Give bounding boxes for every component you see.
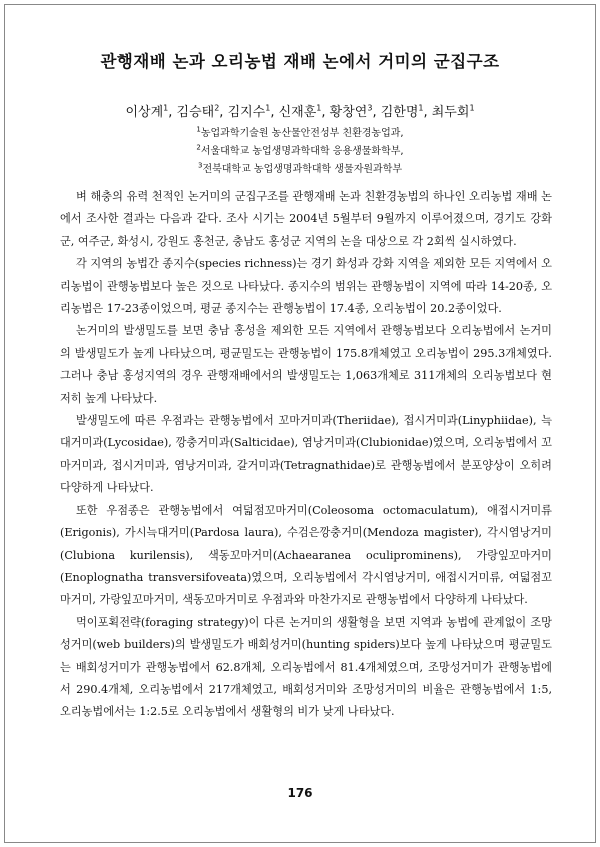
author: 김승태$^2$,	[176, 103, 228, 120]
affiliation: $^3$전북대학교 농업생명과학대학 생물자원과학부	[197, 161, 403, 175]
page-number: 176	[287, 786, 313, 800]
paragraph: 발생밀도에 따른 우점과는 관행농법에서 꼬마거미과(Theriidae), 접시거미과(Linyphiidae), 늑대거미과(Lycosidae), 깡충거미과(Salticidae), 염낭거미과(Clubionidae)였으며, 오리농법에서 꼬마거미과, 접시거미과, 염낭거미과, 갈거미과(Tetragnathidae)로 관행농법에서 분포양상이 오히려 다양하게 나타났다.	[60, 414, 552, 495]
paragraph: 논거미의 발생밀도를 보면 충남 홍성을 제외한 모든 지역에서 관행농법보다 오리농법에서 논거미의 발생밀도가 높게 나타났으며, 평균밀도는 관행농법이 175.8개체였고 오리농법이 295.3개체였다. 그러나 충남 홍성지역의 경우 관행재배에서의 발생밀도는 1,063개체로 311개체의 오리농법보다 현저히 높게 나타났다.	[60, 324, 552, 405]
author-list	[0, 101, 600, 120]
author: 최두회$^1$	[431, 103, 475, 120]
paragraph: 벼 해충의 유력 천적인 논거미의 군집구조를 관행재배 논과 친환경농법의 하나인 오리농법 재배 논에서 조사한 결과는 다음과 같다. 조사 시기는 2004년 5월부터 9월까지 이루어졌으며, 경기도 강화군, 여주군, 화성시, 강원도 홍천군, 충남도 홍성군 지역의 논을 대상으로 각 2회씩 실시하였다.	[60, 190, 552, 248]
affiliation: $^1$농업과학기술원 농산물안전성부 친환경농업과,	[196, 125, 404, 139]
author: 김지수$^1$,	[227, 103, 279, 120]
author: 황창연$^3$,	[329, 103, 381, 120]
paper-title: 관행재배 논과 오리농법 재배 논에서 거미의 군집구조	[100, 52, 500, 71]
paragraph: 또한 우점종은 관행농법에서 여덟점꼬마거미(Coleosoma octomaculatum), 애접시거미류(Erigonis), 가시늑대거미(Pardosa laura), 수검은깡충거미(Mendoza magister), 각시염낭거미(Clubiona kurilensis), 색동꼬마거미(Achaearanea oculiprominens), 가랑잎꼬마거미(Enoplognatha transversifoveata)였으며, 오리농법에서 각시염낭거미, 애접시거미류, 여덟점꼬마거미, 가랑잎꼬마거미, 색동꼬마거미로 우점과와 마찬가지로 관행농법에서 다양하게 나타났다.	[60, 503, 552, 607]
author: 김한명$^1$,	[380, 103, 432, 120]
paragraph: 각 지역의 농법간 종지수(species richness)는 경기 화성과 강화 지역을 제외한 모든 지역에서 오리농법이 관행농법보다 높은 것으로 나타났다. 종지수의 범위는 관행농법이 지역에 따라 14-20종, 오리농법은 17-23종이었으며, 평균 종지수는 관행농법이 17.4종, 오리농법이 20.2종이었다.	[60, 257, 552, 316]
affiliation: $^2$서울대학교 농업생명과학대학 응용생물화학부,	[196, 143, 404, 157]
paragraph: 먹이포획전략(foraging strategy)이 다른 논거미의 생활형을 보면 지역과 농법에 관계없이 조망성거미(web builders)의 발생밀도가 배회성거미(hunting spiders)보다 높게 나타났으며 평균밀도는 배회성거미가 관행농법에서 62.8개체, 오리농법에서 81.4개체였으며, 조망성거미가 관행농법에서 290.4개체, 오리농법에서 217개체였고, 배회성거미와 조망성거미의 비율은 관행농법에서 1:5, 오리농법에서는 1:2.5로 오리농법에서 생활형의 비가 낮게 나타났다.	[60, 615, 552, 719]
author: 신재훈$^1$,	[278, 103, 330, 120]
abstract-body	[60, 186, 552, 724]
author: 이상계$^1$,	[125, 103, 177, 120]
